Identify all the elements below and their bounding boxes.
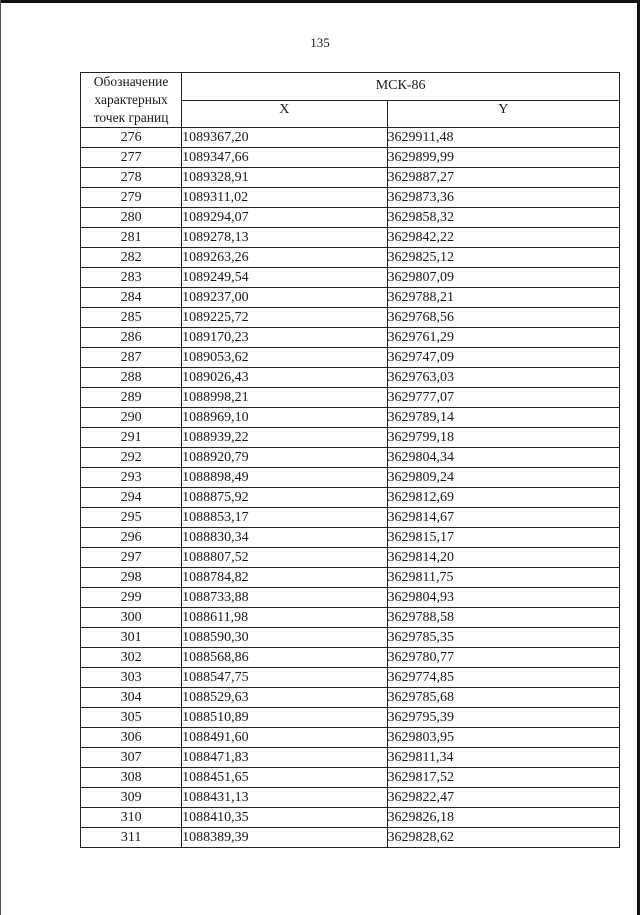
table-row [81, 348, 620, 368]
x-coordinate-cell: 1088898,49 [182, 468, 387, 488]
x-coordinate-cell: 1088547,75 [182, 668, 387, 688]
y-coordinate-cell: 3629815,17 [387, 528, 619, 548]
x-coordinate-cell: 1089263,26 [182, 248, 387, 268]
point-number-cell: 287 [81, 348, 182, 368]
point-number-cell: 277 [81, 148, 182, 168]
table-row [81, 468, 620, 488]
point-number-cell: 280 [81, 208, 182, 228]
x-coordinate-cell: 1088529,63 [182, 688, 387, 708]
x-coordinate-cell: 1089026,43 [182, 368, 387, 388]
table-row [81, 728, 620, 748]
table-row [81, 768, 620, 788]
y-coordinate-cell: 3629809,24 [387, 468, 619, 488]
table-row [81, 248, 620, 268]
x-coordinate-cell: 1088733,88 [182, 588, 387, 608]
point-number-cell: 304 [81, 688, 182, 708]
y-coordinate-cell: 3629911,48 [387, 128, 619, 148]
table-row [81, 188, 620, 208]
x-coordinate-cell: 1088998,21 [182, 388, 387, 408]
table-row [81, 328, 620, 348]
table-row [81, 488, 620, 508]
table-row [81, 208, 620, 228]
x-coordinate-cell: 1088830,34 [182, 528, 387, 548]
table-row [81, 708, 620, 728]
scan-edge-left [0, 0, 1, 915]
table-row [81, 388, 620, 408]
y-coordinate-cell: 3629804,34 [387, 448, 619, 468]
y-coordinate-cell: 3629814,67 [387, 508, 619, 528]
y-coordinate-cell: 3629811,34 [387, 748, 619, 768]
table-row [81, 508, 620, 528]
y-coordinate-cell: 3629777,07 [387, 388, 619, 408]
table-row [81, 788, 620, 808]
x-coordinate-cell: 1089237,00 [182, 288, 387, 308]
table-row [81, 428, 620, 448]
table-row [81, 368, 620, 388]
x-coordinate-cell: 1089249,54 [182, 268, 387, 288]
point-number-cell: 292 [81, 448, 182, 468]
point-number-cell: 276 [81, 128, 182, 148]
y-coordinate-cell: 3629799,18 [387, 428, 619, 448]
table-row [81, 648, 620, 668]
y-coordinate-cell: 3629858,32 [387, 208, 619, 228]
scan-edge-top [0, 0, 640, 3]
point-number-cell: 308 [81, 768, 182, 788]
point-number-cell: 307 [81, 748, 182, 768]
point-number-cell: 306 [81, 728, 182, 748]
y-coordinate-cell: 3629822,47 [387, 788, 619, 808]
x-coordinate-cell: 1088568,86 [182, 648, 387, 668]
page-number: 135 [310, 35, 330, 50]
x-coordinate-cell: 1089347,66 [182, 148, 387, 168]
y-coordinate-cell: 3629788,21 [387, 288, 619, 308]
x-coordinate-cell: 1088920,79 [182, 448, 387, 468]
y-coordinate-cell: 3629763,03 [387, 368, 619, 388]
table-row [81, 528, 620, 548]
point-number-cell: 295 [81, 508, 182, 528]
y-coordinate-cell: 3629803,95 [387, 728, 619, 748]
point-number-cell: 296 [81, 528, 182, 548]
y-coordinate-cell: 3629811,75 [387, 568, 619, 588]
y-coordinate-cell: 3629789,14 [387, 408, 619, 428]
table-row [81, 588, 620, 608]
x-coordinate-cell: 1089278,13 [182, 228, 387, 248]
x-coordinate-cell: 1088611,98 [182, 608, 387, 628]
y-coordinate-cell: 3629814,20 [387, 548, 619, 568]
point-number-cell: 301 [81, 628, 182, 648]
x-coordinate-cell: 1088853,17 [182, 508, 387, 528]
y-coordinate-cell: 3629826,18 [387, 808, 619, 828]
y-coordinate-cell: 3629774,85 [387, 668, 619, 688]
x-coordinate-cell: 1088969,10 [182, 408, 387, 428]
y-coordinate-cell: 3629768,56 [387, 308, 619, 328]
table-row [81, 308, 620, 328]
table-row [81, 748, 620, 768]
point-designation-header: Обозначение характерных точек границ [81, 73, 182, 128]
x-coordinate-cell: 1088590,30 [182, 628, 387, 648]
x-coordinate-cell: 1088939,22 [182, 428, 387, 448]
point-number-cell: 289 [81, 388, 182, 408]
y-coordinate-cell: 3629780,77 [387, 648, 619, 668]
x-coordinate-cell: 1089294,07 [182, 208, 387, 228]
point-number-cell: 279 [81, 188, 182, 208]
table-row [81, 288, 620, 308]
y-column-header: Y [387, 100, 619, 128]
y-coordinate-cell: 3629785,35 [387, 628, 619, 648]
x-coordinate-cell: 1088431,13 [182, 788, 387, 808]
x-coordinate-cell: 1089328,91 [182, 168, 387, 188]
x-coordinate-cell: 1088491,60 [182, 728, 387, 748]
table-row [81, 668, 620, 688]
x-coordinate-cell: 1089311,02 [182, 188, 387, 208]
x-coordinate-cell: 1088471,83 [182, 748, 387, 768]
y-coordinate-cell: 3629842,22 [387, 228, 619, 248]
y-coordinate-cell: 3629817,52 [387, 768, 619, 788]
table-row [81, 568, 620, 588]
y-coordinate-cell: 3629812,69 [387, 488, 619, 508]
point-number-cell: 285 [81, 308, 182, 328]
point-number-cell: 294 [81, 488, 182, 508]
table-row [81, 148, 620, 168]
x-coordinate-cell: 1088410,35 [182, 808, 387, 828]
point-number-cell: 281 [81, 228, 182, 248]
y-coordinate-cell: 3629747,09 [387, 348, 619, 368]
x-coordinate-cell: 1088784,82 [182, 568, 387, 588]
point-number-cell: 290 [81, 408, 182, 428]
x-coordinate-cell: 1088389,39 [182, 828, 387, 848]
table-row [81, 408, 620, 428]
y-coordinate-cell: 3629873,36 [387, 188, 619, 208]
point-number-cell: 284 [81, 288, 182, 308]
point-number-cell: 282 [81, 248, 182, 268]
y-coordinate-cell: 3629788,58 [387, 608, 619, 628]
point-number-cell: 293 [81, 468, 182, 488]
x-coordinate-cell: 1089367,20 [182, 128, 387, 148]
x-column-header: X [182, 100, 387, 128]
point-number-cell: 303 [81, 668, 182, 688]
point-number-cell: 288 [81, 368, 182, 388]
point-number-cell: 310 [81, 808, 182, 828]
x-coordinate-cell: 1088510,89 [182, 708, 387, 728]
y-coordinate-cell: 3629828,62 [387, 828, 619, 848]
y-coordinate-cell: 3629899,99 [387, 148, 619, 168]
point-number-cell: 305 [81, 708, 182, 728]
x-coordinate-cell: 1089225,72 [182, 308, 387, 328]
point-number-cell: 297 [81, 548, 182, 568]
table-row [81, 628, 620, 648]
point-number-cell: 283 [81, 268, 182, 288]
point-number-cell: 278 [81, 168, 182, 188]
y-coordinate-cell: 3629804,93 [387, 588, 619, 608]
table-row [81, 448, 620, 468]
point-number-cell: 309 [81, 788, 182, 808]
y-coordinate-cell: 3629887,27 [387, 168, 619, 188]
table-body [81, 128, 620, 848]
x-coordinate-cell: 1088451,65 [182, 768, 387, 788]
x-coordinate-cell: 1088875,92 [182, 488, 387, 508]
y-coordinate-cell: 3629761,29 [387, 328, 619, 348]
y-coordinate-cell: 3629785,68 [387, 688, 619, 708]
table-row [81, 688, 620, 708]
table-row [81, 548, 620, 568]
y-coordinate-cell: 3629795,39 [387, 708, 619, 728]
table-row [81, 828, 620, 848]
x-coordinate-cell: 1088807,52 [182, 548, 387, 568]
table-row [81, 608, 620, 628]
x-coordinate-cell: 1089053,62 [182, 348, 387, 368]
point-number-cell: 302 [81, 648, 182, 668]
point-number-cell: 299 [81, 588, 182, 608]
table-row [81, 168, 620, 188]
x-coordinate-cell: 1089170,23 [182, 328, 387, 348]
table-row [81, 128, 620, 148]
coordinates-table [80, 72, 620, 848]
point-number-cell: 298 [81, 568, 182, 588]
table-row [81, 268, 620, 288]
table-row [81, 228, 620, 248]
point-number-cell: 291 [81, 428, 182, 448]
point-number-cell: 311 [81, 828, 182, 848]
point-number-cell: 300 [81, 608, 182, 628]
point-number-cell: 286 [81, 328, 182, 348]
table-row [81, 808, 620, 828]
y-coordinate-cell: 3629807,09 [387, 268, 619, 288]
coordinate-system-header: МСК-86 [182, 73, 620, 101]
y-coordinate-cell: 3629825,12 [387, 248, 619, 268]
